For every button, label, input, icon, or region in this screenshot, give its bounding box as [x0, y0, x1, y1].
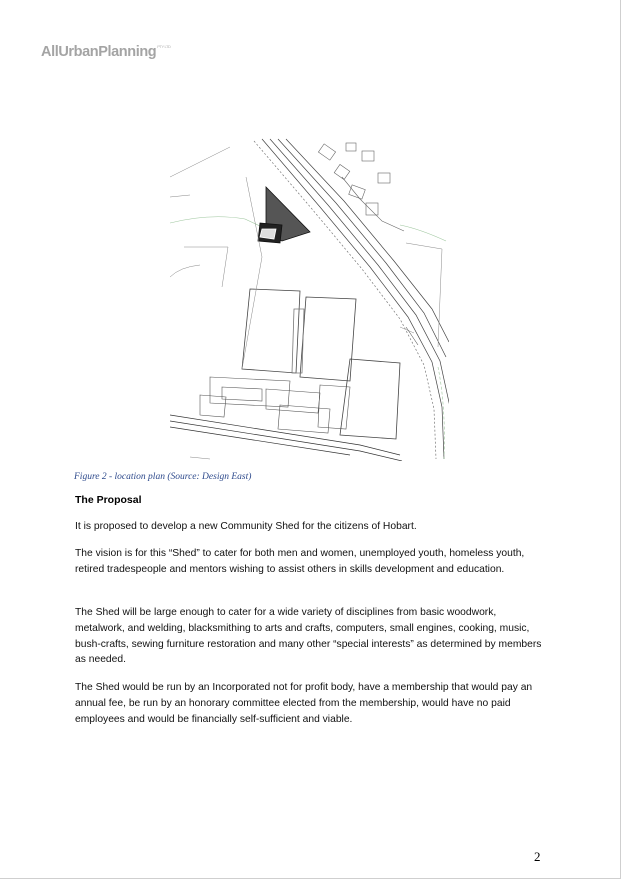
paragraph-4: The Shed would be run by an Incorporated not for profit body, have a membership that would pay an annual fee, be run by an honorary committee elected from the membership, would have no paid employees and would be financially self-sufficient and viable. — [75, 682, 533, 725]
figure-caption: Figure 2 - location plan (Source: Design East) — [74, 472, 252, 482]
section-heading: The Proposal — [75, 494, 142, 506]
project-site — [258, 187, 310, 243]
location-plan-drawing — [170, 137, 449, 461]
logo-text: AllUrbanPlanning — [41, 44, 157, 60]
lower-complex — [200, 377, 350, 433]
paragraph-1: It is proposed to develop a new Community Shed for the citizens of Hobart. — [75, 521, 417, 532]
footpath — [170, 217, 446, 459]
bottom-road — [170, 415, 402, 461]
paragraph-2: The vision is for this “Shed” to cater for both men and women, unemployed youth, homeless youth, retired tradespeople and mentors wishing to assist others in skills development and education. — [75, 548, 525, 575]
page-number: 2 — [534, 849, 541, 864]
logo-subtext: PTY LTD — [157, 44, 171, 49]
company-logo — [41, 44, 171, 60]
paragraph-3: The Shed will be large enough to cater for a wide variety of disciplines from basic woodwork, metalwork, and welding, blacksmithing to arts and crafts, computers, small engines, cooking, music, bush-crafts, sewing furniture restoration and many other “special interests” as determined by members as needed. — [75, 607, 542, 666]
warehouse-buildings — [242, 289, 400, 439]
